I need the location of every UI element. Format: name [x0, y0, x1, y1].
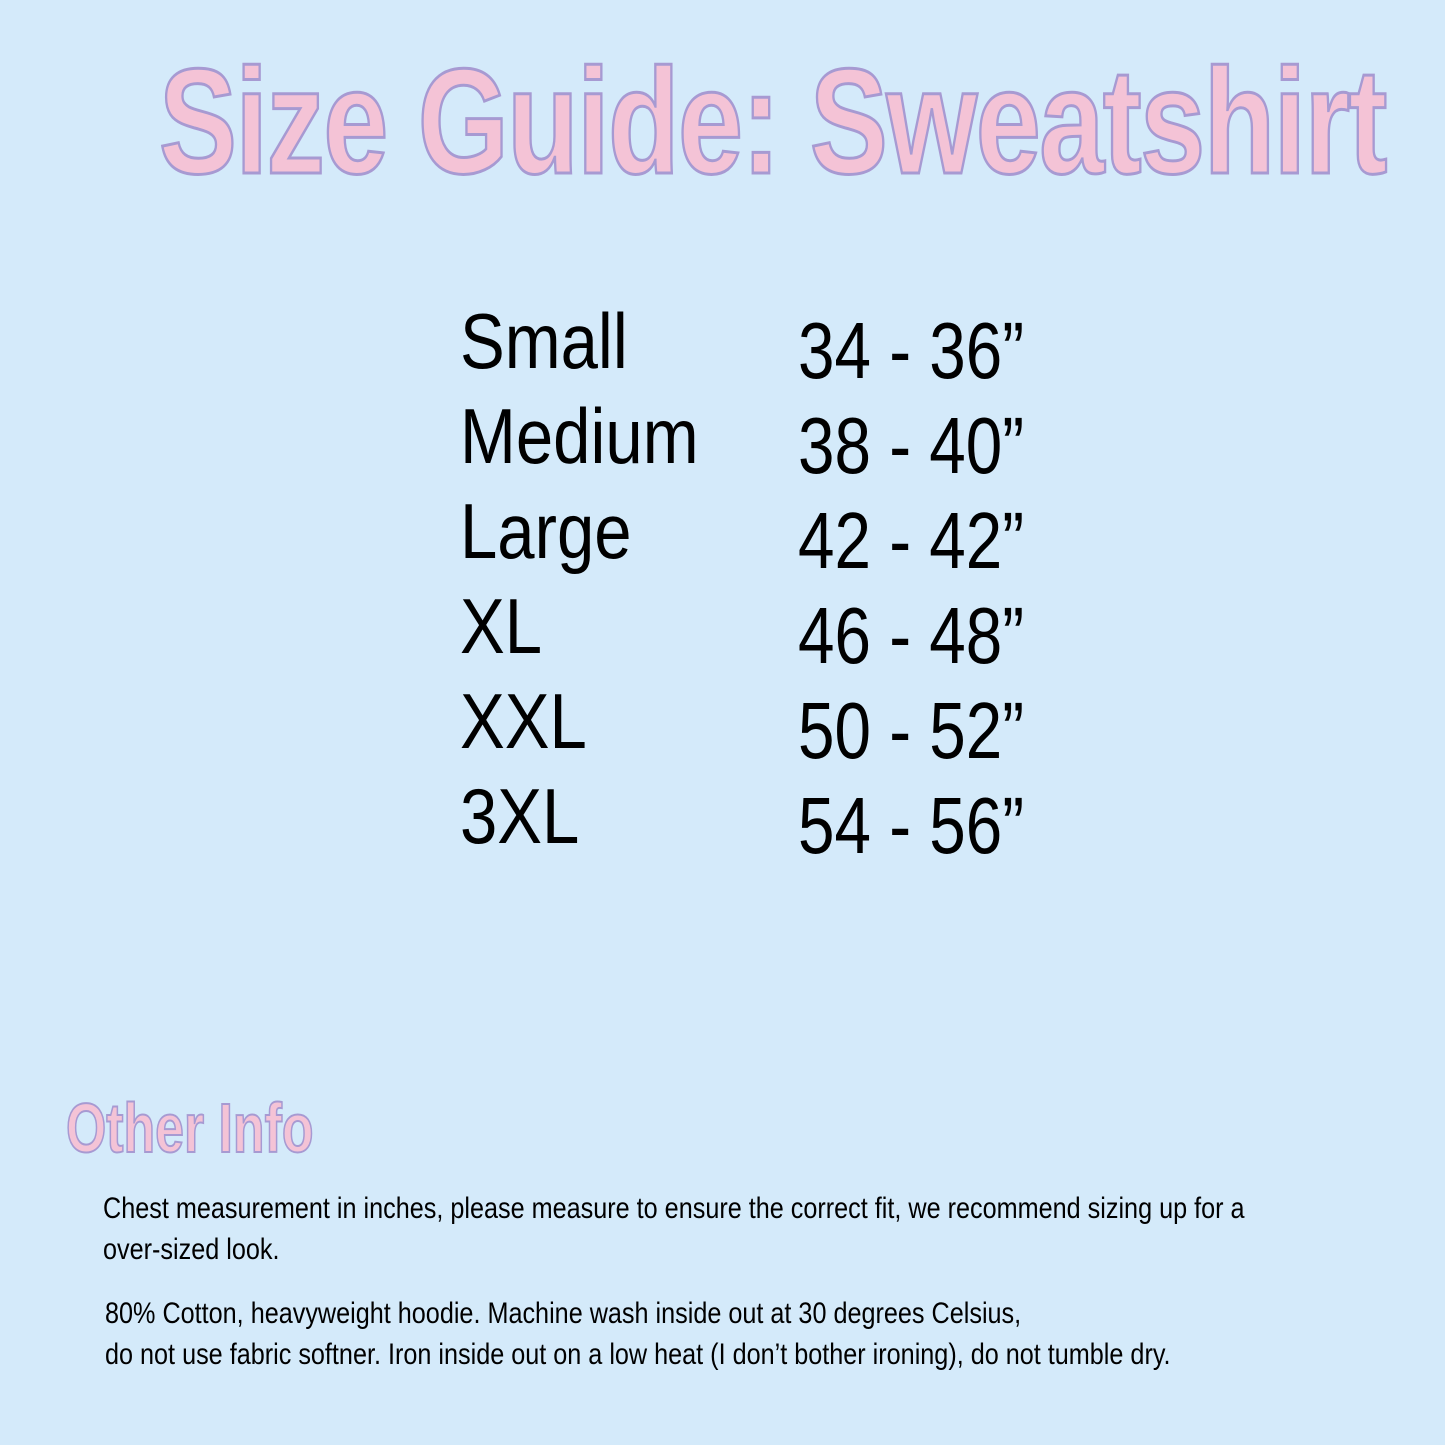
size-name: 3XL — [460, 772, 580, 860]
size-name: XL — [460, 582, 543, 670]
care-instructions-line: 80% Cotton, heavyweight hoodie. Machine wash inside out at 30 degrees Celsius, — [105, 1297, 1022, 1330]
size-name: Large — [460, 487, 632, 575]
care-instructions-line: do not use fabric softner. Iron inside out on a low heat (I don’t bother ironing), do not tumble dry. — [105, 1338, 1171, 1371]
size-row — [460, 391, 1160, 490]
size-range: 42 - 42” — [798, 496, 1025, 585]
size-range: 38 - 40” — [798, 401, 1025, 490]
measurement-note-line: over-sized look. — [103, 1233, 280, 1266]
size-name: Medium — [460, 392, 699, 480]
size-range: 46 - 48” — [798, 591, 1025, 680]
size-range: 50 - 52” — [798, 686, 1025, 775]
size-name: Small — [460, 297, 628, 385]
size-table — [460, 296, 1160, 870]
care-instructions — [105, 1293, 1390, 1375]
size-row — [460, 676, 1160, 775]
size-row — [460, 771, 1160, 870]
measurement-note — [103, 1188, 1388, 1270]
size-range: 34 - 36” — [798, 306, 1025, 395]
size-row — [460, 486, 1160, 585]
measurement-note-line: Chest measurement in inches, please measure to ensure the correct fit, we recommend sizing up for a — [103, 1192, 1245, 1225]
size-range: 54 - 56” — [798, 781, 1025, 870]
page-title: Size Guide: Sweatshirt — [158, 37, 1386, 205]
other-info-heading: Other Info — [66, 1089, 314, 1167]
size-row — [460, 581, 1160, 680]
size-row — [460, 296, 1160, 395]
size-name: XXL — [460, 677, 587, 765]
